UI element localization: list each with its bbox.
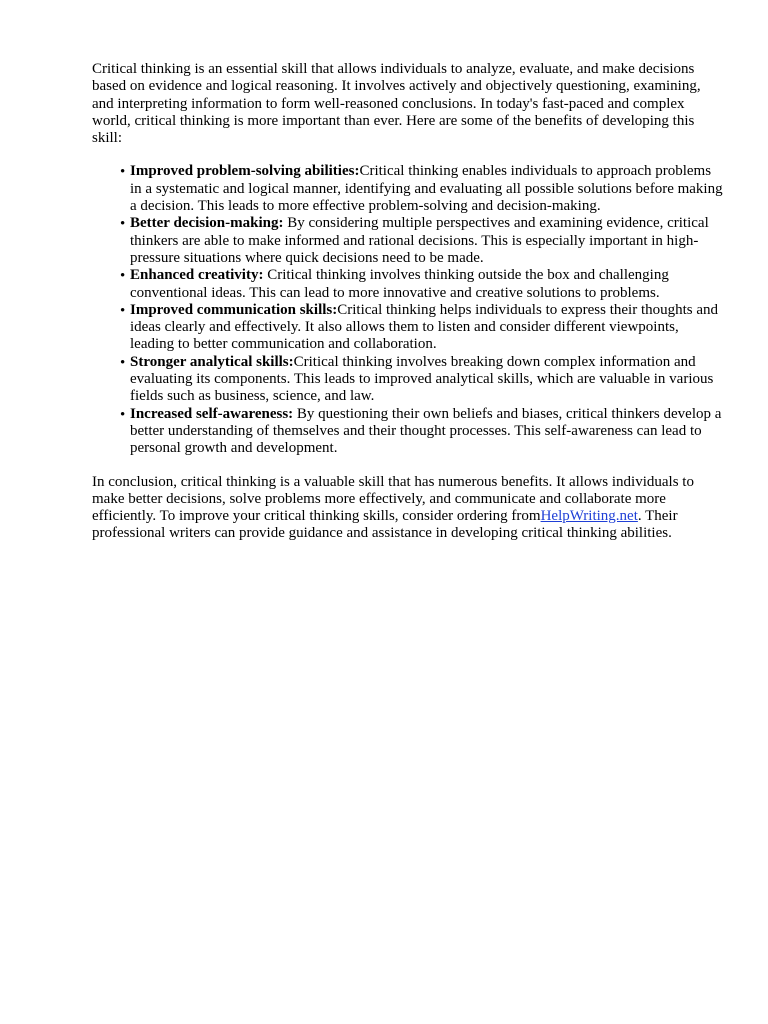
list-item — [120, 267, 724, 302]
conclusion-text: In conclusion, critical thinking is a valuable skill that has numerous benefits. It allows individuals to make better decisions, solve problems more effectively, and communicate and collaborate more efficiently. To improve your critical thinking skills, consider ordering from — [92, 473, 694, 525]
helpwriting-link[interactable]: HelpWriting.net — [540, 508, 638, 525]
bullet-icon: • — [120, 354, 126, 371]
benefit-term: Increased self-awareness: — [130, 405, 294, 422]
benefit-text: Critical thinking enables individuals to approach problems in a systematic and logical manner, identifying and evaluating all possible solutions before making a decision. This leads to more effective problem-solving and decision-making. — [130, 163, 723, 215]
benefit-text: By considering multiple perspectives and examining evidence, critical thinkers are able to make informed and rational decisions. This is especially important in high-pressure situations where quick decisions need to be made. — [130, 215, 709, 266]
list-item — [120, 163, 724, 215]
bullet-icon: • — [120, 164, 126, 181]
intro-paragraph: Critical thinking is an essential skill that allows individuals to analyze, evaluate, and make decisions based on evidence and logical reasoning. It involves actively and objectively questioning, examining, and interpreting information to form well-reasoned conclusions. In today's fast-paced and complex world, critical thinking is more important than ever. Here are some of the benefits of developing this skill: — [92, 61, 701, 147]
benefit-text: By questioning their own beliefs and biases, critical thinkers develop a better understanding of themselves and their thought processes. This self-awareness can lead to personal growth and development. — [130, 405, 722, 457]
benefit-term: Improved communication skills: — [130, 301, 338, 318]
list-item — [120, 405, 724, 458]
benefits-list — [92, 163, 724, 457]
benefit-term: Improved problem-solving abilities: — [130, 163, 360, 180]
benefit-term: Enhanced creativity: — [130, 267, 264, 284]
bullet-icon: • — [120, 302, 126, 319]
bullet-icon: • — [120, 268, 126, 285]
conclusion-text-end: . Their professional writers can provide guidance and assistance in developing critical thinking abilities. — [92, 508, 678, 542]
benefit-term: Better decision-making: — [130, 215, 284, 232]
benefit-text: Critical thinking helps individuals to express their thoughts and ideas clearly and effectively. It also allows them to listen and consider different viewpoints, leading to better communication and collaboration. — [130, 301, 719, 353]
benefit-text: Critical thinking involves breaking down complex information and evaluating its components. This leads to improved analytical skills, which are valuable in various fields such as business, science, and law. — [130, 353, 714, 405]
list-item — [120, 301, 724, 354]
bullet-icon: • — [120, 216, 126, 233]
bullet-icon: • — [120, 406, 126, 423]
benefit-term: Stronger analytical skills: — [130, 353, 294, 370]
conclusion-paragraph — [92, 474, 724, 543]
list-item — [120, 215, 724, 267]
document-body — [92, 61, 724, 543]
list-item — [120, 353, 724, 406]
benefit-text: Critical thinking involves thinking outside the box and challenging conventional ideas. This can lead to more innovative and creative solutions to problems. — [130, 267, 669, 301]
